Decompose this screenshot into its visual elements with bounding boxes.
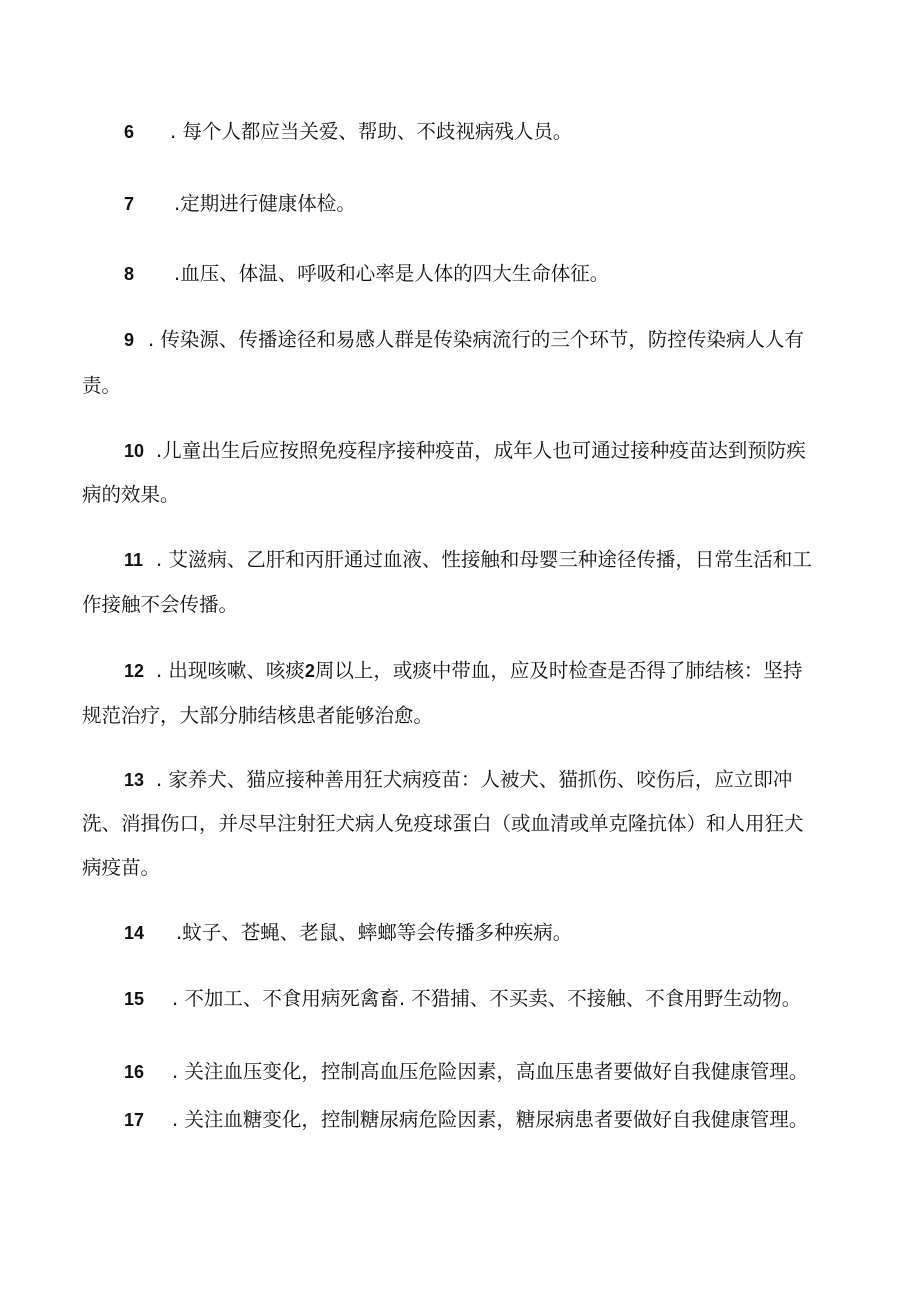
item-number: 8 xyxy=(124,264,135,284)
item-text: . 关注血压变化，控制高血压危险因素，高血压患者要做好自我健康管理。 xyxy=(172,1060,809,1083)
item-text xyxy=(156,657,802,685)
item-text-continuation: 洗、消揖伤口，并尽早注射狂犬病人免疫球蛋白（或血清或单克隆抗体）和人用狂犬 xyxy=(82,812,804,835)
item-text-continuation: 责。 xyxy=(82,374,122,397)
item-number: 15 xyxy=(124,989,145,1009)
item-text: . 关注血糖变化，控制糖尿病危险因素，糖尿病患者要做好自我健康管理。 xyxy=(172,1108,809,1131)
item-text-part: 周以上，或痰中带血，应及时检查是否得了肺结核：坚持 xyxy=(314,659,803,682)
item-number: 12 xyxy=(124,661,145,681)
item-text-part: . 出现咳嗽、咳痰 xyxy=(156,659,305,682)
item-text: .定期进行健康体检。 xyxy=(174,192,356,215)
item-text: .蚊子、苍蝇、老鼠、蟀螂等会传播多种疾病。 xyxy=(176,921,573,944)
item-text: . 传染源、传播途径和易感人群是传染病流行的三个环节，防控传染病人人有 xyxy=(148,328,804,351)
item-number: 10 xyxy=(124,441,145,461)
item-text-continuation: 作接触不会传播。 xyxy=(82,593,239,616)
item-inline-number: 2 xyxy=(304,661,315,681)
item-text: . 不加工、不食用病死禽畜. 不猎捕、不买卖、不接触、不食用野生动物。 xyxy=(172,987,802,1010)
item-text: .血压、体温、呼吸和心率是人体的四大生命体征。 xyxy=(174,262,610,285)
item-text-continuation: 病疫苗。 xyxy=(82,856,161,879)
item-text-continuation: 规范治疗，大部分肺结核患者能够治愈。 xyxy=(82,704,434,727)
item-number: 13 xyxy=(124,770,145,790)
item-number: 7 xyxy=(124,194,135,214)
item-number: 9 xyxy=(124,330,135,350)
item-number: 6 xyxy=(124,122,135,142)
item-number: 11 xyxy=(124,550,144,570)
item-text: .儿童出生后应按照免疫程序接种疫苗，成年人也可通过接种疫苗达到预防疾 xyxy=(156,439,806,462)
item-number: 16 xyxy=(124,1062,145,1082)
item-number: 17 xyxy=(124,1110,145,1130)
item-text: . 每个人都应当关爱、帮助、不歧视病残人员。 xyxy=(170,120,573,143)
item-number: 14 xyxy=(124,923,145,943)
item-text: . 家养犬、猫应接种善用狂犬病疫苗：人被犬、猫抓伤、咬伤后，应立即冲 xyxy=(156,768,793,791)
item-text: . 艾滋病、乙肝和丙肝通过血液、性接触和母婴三种途径传播，日常生活和工 xyxy=(156,548,812,571)
item-text-continuation: 病的效果。 xyxy=(82,483,180,506)
